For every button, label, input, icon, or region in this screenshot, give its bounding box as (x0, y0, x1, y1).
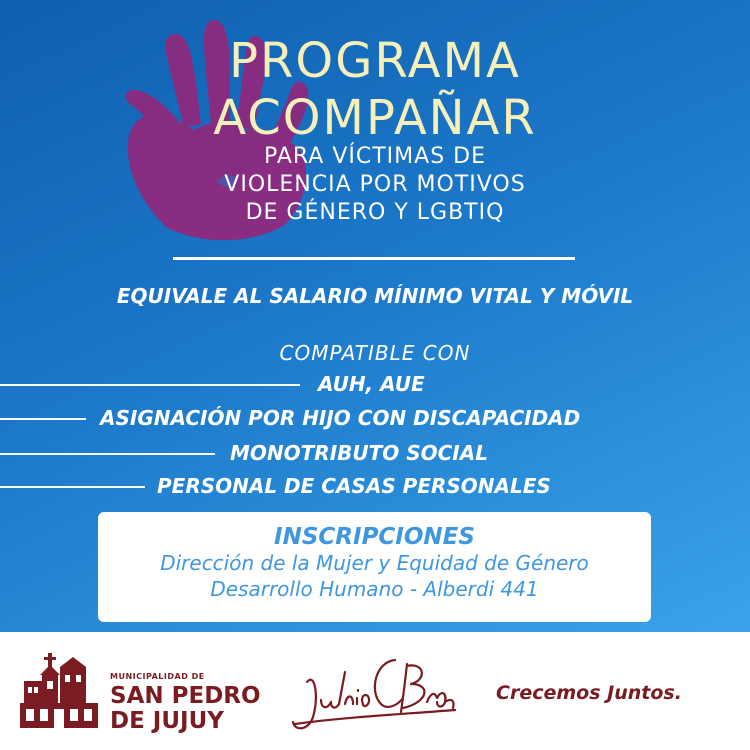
compatible-heading: COMPATIBLE CON (279, 341, 471, 365)
decorative-line (0, 453, 215, 455)
decorative-line (0, 418, 86, 420)
subtitle (190, 143, 560, 227)
municipality-name-line-1: SAN PEDRO (110, 683, 261, 709)
equivalence-text: EQUIVALE AL SALARIO MÍNIMO VITAL Y MÓVIL (116, 284, 634, 308)
subtitle-line: DE GÉNERO Y LGBTIQ (245, 200, 505, 225)
slogan: Crecemos Juntos. (496, 682, 682, 704)
footer (0, 632, 750, 750)
inscripciones-title: INSCRIPCIONES (274, 524, 475, 550)
subtitle-line: PARA VÍCTIMAS DE (263, 144, 486, 169)
municipality-label-small: MUNICIPALIDAD DE (110, 672, 205, 681)
title-line-2: ACOMPAÑAR (213, 90, 537, 146)
inscripciones-address-line: Desarrollo Humano - Alberdi 441 (210, 577, 539, 601)
title-line-1: PROGRAMA (229, 33, 521, 89)
compatible-item: AUH, AUE (318, 372, 425, 396)
decorative-line (0, 384, 300, 386)
compatible-item: PERSONAL DE CASAS PERSONALES (157, 474, 551, 498)
compatible-item: ASIGNACIÓN POR HIJO CON DISCAPACIDAD (100, 406, 581, 430)
signature (285, 642, 460, 737)
inscripciones-address-line: Dirección de la Mujer y Equidad de Género (160, 551, 589, 575)
municipality-logo-icon (18, 645, 100, 730)
inscripciones-box (98, 512, 651, 622)
subtitle-line: VIOLENCIA POR MOTIVOS (224, 172, 526, 197)
decorative-line (0, 486, 145, 488)
compatible-item: MONOTRIBUTO SOCIAL (230, 441, 488, 465)
municipality-name-line-2: DE JUJUY (110, 708, 224, 734)
divider (173, 257, 575, 260)
